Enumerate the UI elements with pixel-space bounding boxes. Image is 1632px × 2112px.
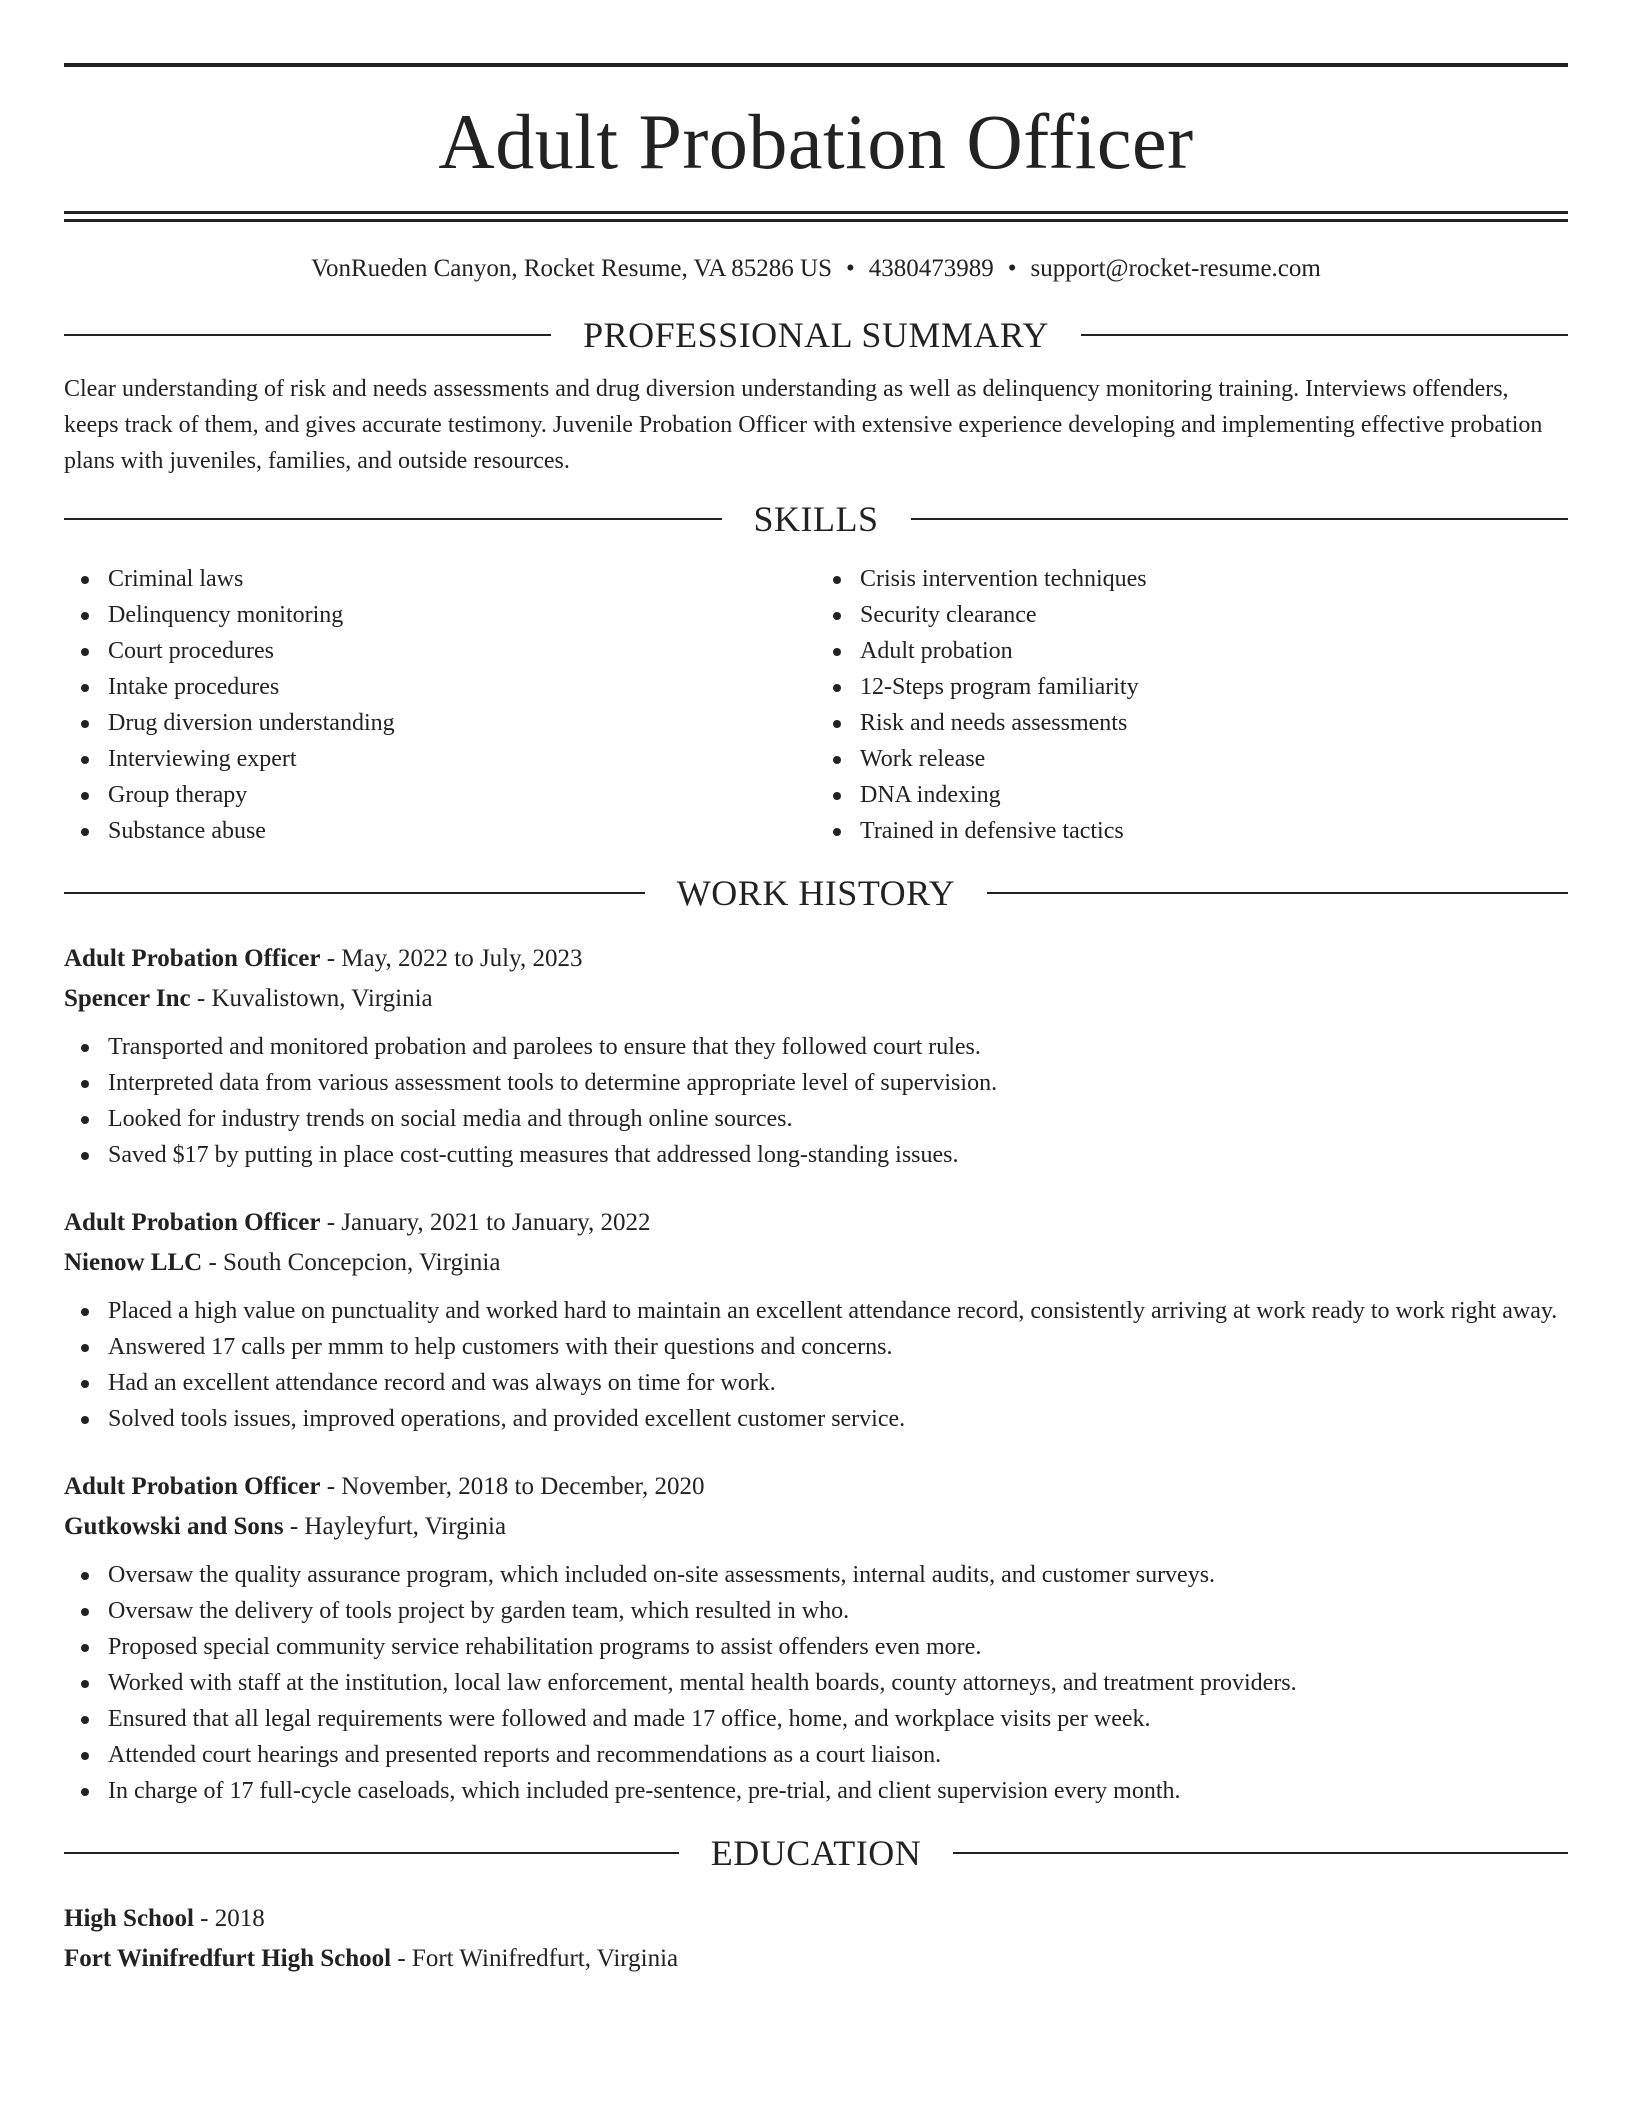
contact-separator: • bbox=[1007, 255, 1017, 282]
summary-text: Clear understanding of risk and needs assessments and drug diversion understanding as well as delinquency monitoring training. Interviews offenders, keeps track of them, and gives accurate testimony. Juvenile Probation Officer with extensive experience developing and implementing effective probation plans with juveniles, families, and outside resources. bbox=[64, 376, 1543, 474]
section-rule bbox=[953, 1852, 1568, 1854]
education-year: - 2018 bbox=[193, 1905, 265, 1932]
job-bullet: Interpreted data from various assessment tools to determine appropriate level of supervision. bbox=[64, 1065, 1568, 1101]
skill-item: Drug diversion understanding bbox=[64, 705, 816, 741]
section-header-work bbox=[64, 873, 1568, 913]
section-header-summary bbox=[64, 315, 1568, 355]
education-location: - Fort Winifredfurt, Virginia bbox=[391, 1945, 679, 1972]
section-title: PROFESSIONAL SUMMARY bbox=[583, 315, 1049, 355]
skill-item: Criminal laws bbox=[64, 561, 816, 597]
job-entry bbox=[64, 939, 1568, 1173]
double-rule bbox=[64, 211, 1568, 222]
section-title: EDUCATION bbox=[710, 1833, 922, 1873]
skills-list bbox=[64, 561, 1568, 849]
job-dates: - November, 2018 to December, 2020 bbox=[320, 1473, 705, 1500]
job-entry bbox=[64, 1467, 1568, 1809]
skills-column-left bbox=[64, 561, 816, 849]
job-company-line bbox=[64, 1243, 1568, 1283]
education-entry bbox=[64, 1899, 1568, 1979]
contact-line bbox=[64, 253, 1568, 285]
section-title: SKILLS bbox=[753, 499, 879, 539]
job-bullet: Solved tools issues, improved operations, and provided excellent customer service. bbox=[64, 1401, 1568, 1437]
job-dates: - January, 2021 to January, 2022 bbox=[320, 1209, 651, 1236]
top-rule bbox=[64, 63, 1568, 67]
skill-item: Trained in defensive tactics bbox=[816, 813, 1568, 849]
job-bullet: Oversaw the delivery of tools project by garden team, which resulted in who. bbox=[64, 1593, 1568, 1629]
job-company: Spencer Inc bbox=[64, 985, 191, 1012]
contact-separator: • bbox=[846, 255, 855, 282]
job-bullet: Transported and monitored probation and parolees to ensure that they followed court rules. bbox=[64, 1029, 1568, 1065]
section-rule bbox=[911, 518, 1569, 520]
section-rule bbox=[1081, 334, 1568, 336]
job-title: Adult Probation Officer bbox=[64, 1473, 321, 1500]
education-degree-line bbox=[64, 1899, 1568, 1939]
section-header-skills bbox=[64, 499, 1568, 539]
skill-item: Work release bbox=[816, 741, 1568, 777]
skill-item: Substance abuse bbox=[64, 813, 816, 849]
contact-phone: 4380473989 bbox=[868, 255, 994, 282]
skills-column-right bbox=[816, 561, 1568, 849]
contact-email: support@rocket-resume.com bbox=[1030, 255, 1321, 282]
skill-item: Crisis intervention techniques bbox=[816, 561, 1568, 597]
education-school-line bbox=[64, 1939, 1568, 1979]
section-rule bbox=[64, 892, 645, 894]
job-company-line bbox=[64, 979, 1568, 1019]
education-school: Fort Winifredfurt High School bbox=[64, 1945, 392, 1972]
job-entry bbox=[64, 1203, 1568, 1437]
skill-item: Adult probation bbox=[816, 633, 1568, 669]
job-title: Adult Probation Officer bbox=[64, 945, 321, 972]
job-bullet: Attended court hearings and presented reports and recommendations as a court liaison. bbox=[64, 1737, 1568, 1773]
section-rule bbox=[64, 518, 722, 520]
section-rule bbox=[64, 334, 551, 336]
section-rule bbox=[64, 1852, 679, 1854]
job-company-line bbox=[64, 1507, 1568, 1547]
job-bullet: Placed a high value on punctuality and worked hard to maintain an excellent attendance record, consistently arriving at work ready to work right away. bbox=[64, 1293, 1568, 1329]
job-bullets bbox=[64, 1293, 1568, 1437]
job-location: - Hayleyfurt, Virginia bbox=[283, 1513, 507, 1540]
job-bullet: Saved $17 by putting in place cost-cutting measures that addressed long-standing issues. bbox=[64, 1137, 1568, 1173]
job-bullet: Worked with staff at the institution, local law enforcement, mental health boards, county attorneys, and treatment providers. bbox=[64, 1665, 1568, 1701]
skill-item: Group therapy bbox=[64, 777, 816, 813]
job-dates: - May, 2022 to July, 2023 bbox=[320, 945, 583, 972]
job-bullet: Answered 17 calls per mmm to help customers with their questions and concerns. bbox=[64, 1329, 1568, 1365]
job-bullets bbox=[64, 1029, 1568, 1173]
skill-item: DNA indexing bbox=[816, 777, 1568, 813]
job-bullet: In charge of 17 full-cycle caseloads, which included pre-sentence, pre-trial, and client supervision every month. bbox=[64, 1773, 1568, 1809]
candidate-name: Adult Probation Officer bbox=[438, 98, 1194, 185]
skill-item: Delinquency monitoring bbox=[64, 597, 816, 633]
job-title-line bbox=[64, 939, 1568, 979]
job-bullet: Oversaw the quality assurance program, which included on-site assessments, internal audits, and customer surveys. bbox=[64, 1557, 1568, 1593]
job-company: Gutkowski and Sons bbox=[64, 1513, 284, 1540]
job-bullet: Had an excellent attendance record and was always on time for work. bbox=[64, 1365, 1568, 1401]
skill-item: Interviewing expert bbox=[64, 741, 816, 777]
resume-page bbox=[64, 0, 1568, 1979]
job-bullets bbox=[64, 1557, 1568, 1809]
skill-item: Court procedures bbox=[64, 633, 816, 669]
skill-item: Intake procedures bbox=[64, 669, 816, 705]
job-location: - South Concepcion, Virginia bbox=[202, 1249, 501, 1276]
skill-item: Risk and needs assessments bbox=[816, 705, 1568, 741]
job-title: Adult Probation Officer bbox=[64, 1209, 321, 1236]
job-bullet: Ensured that all legal requirements were followed and made 17 office, home, and workplace visits per week. bbox=[64, 1701, 1568, 1737]
section-rule bbox=[987, 892, 1568, 894]
education-degree: High School bbox=[64, 1905, 194, 1932]
contact-address: VonRueden Canyon, Rocket Resume, VA 85286 US bbox=[311, 255, 832, 282]
section-header-education bbox=[64, 1833, 1568, 1873]
job-company: Nienow LLC bbox=[64, 1249, 203, 1276]
job-title-line bbox=[64, 1203, 1568, 1243]
job-location: - Kuvalistown, Virginia bbox=[190, 985, 433, 1012]
job-bullet: Proposed special community service rehabilitation programs to assist offenders even more. bbox=[64, 1629, 1568, 1665]
skill-item: 12-Steps program familiarity bbox=[816, 669, 1568, 705]
section-title: WORK HISTORY bbox=[676, 873, 956, 913]
job-bullet: Looked for industry trends on social media and through online sources. bbox=[64, 1101, 1568, 1137]
job-title-line bbox=[64, 1467, 1568, 1507]
skill-item: Security clearance bbox=[816, 597, 1568, 633]
